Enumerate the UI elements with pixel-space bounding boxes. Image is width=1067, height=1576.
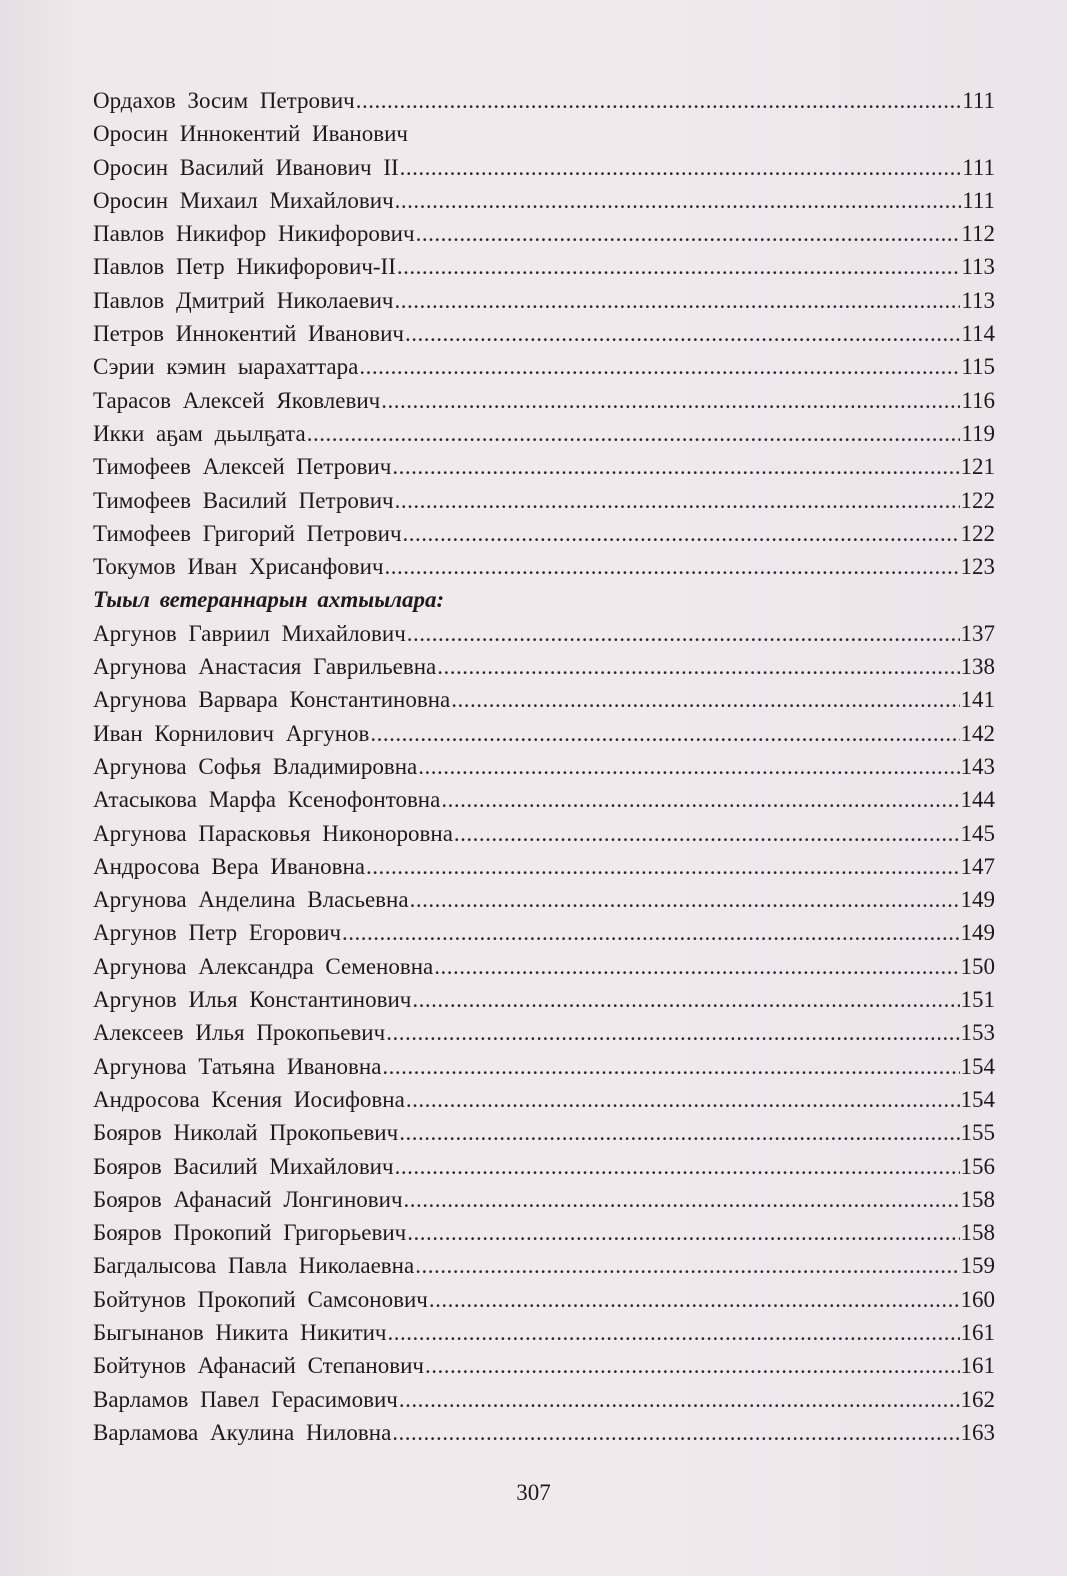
toc-entry-page: 111 [962, 187, 995, 213]
dot-leader [403, 517, 960, 550]
toc-entry-name: Аргунов Гавриил Михайлович [93, 620, 406, 646]
toc-entry-name: Быгынанов Никита Никитич [93, 1319, 387, 1345]
toc-entry-page: 141 [960, 687, 995, 713]
toc-entry [93, 1083, 995, 1116]
toc-entry-page: 111 [962, 88, 995, 113]
toc-entry-name: Тимофеев Василий Петрович [93, 487, 394, 513]
toc-entry-page: 147 [960, 853, 995, 879]
dot-leader [405, 317, 960, 350]
dot-leader [437, 650, 959, 683]
dot-leader [397, 250, 960, 283]
dot-leader [307, 417, 961, 450]
toc-entry [93, 384, 995, 417]
toc-entry-page: 119 [961, 420, 995, 446]
toc-entry-name: Аргунов Петр Егорович [93, 920, 342, 946]
toc-entry-name: Андросова Ксения Иосифовна [93, 1086, 405, 1112]
toc-entry-page: 151 [960, 987, 995, 1013]
dot-leader [381, 384, 960, 417]
toc-entry [93, 317, 995, 350]
dot-leader [404, 1183, 960, 1216]
toc-entry-name: Ордахов Зосим Петрович [93, 88, 355, 113]
toc-entry [93, 1116, 995, 1149]
toc-entry [93, 650, 995, 683]
dot-leader [395, 184, 962, 217]
toc-entry-page: 158 [960, 1220, 995, 1246]
toc-entry-name: Павлов Петр Никифорович-II [93, 254, 396, 280]
dot-leader [392, 1416, 959, 1449]
toc-entry-page: 161 [960, 1353, 995, 1379]
toc-entry [93, 1150, 995, 1183]
toc-entry [93, 950, 995, 983]
toc-entry-name: Павлов Никифор Никифорович [93, 221, 415, 247]
toc-entry-name: Оросин Михаил Михайлович [93, 187, 394, 213]
toc-entry [93, 1249, 995, 1282]
dot-leader [418, 750, 959, 783]
toc-entry [93, 151, 995, 184]
toc-entry [93, 250, 995, 283]
toc-entry-page: 150 [960, 953, 995, 979]
toc-entry [93, 1316, 995, 1349]
dot-leader [394, 284, 960, 317]
toc-entry [93, 450, 995, 483]
toc-entry-name: Бойтунов Афанасий Степанович [93, 1353, 424, 1379]
toc-entries-list [93, 84, 995, 583]
dot-leader [386, 1016, 959, 1049]
toc-entry [93, 817, 995, 850]
toc-entry-page: 149 [960, 920, 995, 946]
toc-entry [93, 916, 995, 949]
dot-leader [406, 1083, 960, 1116]
toc-entry [93, 683, 995, 716]
toc-entry-page: 160 [960, 1286, 995, 1312]
toc-entry-page: 114 [961, 321, 995, 347]
toc-entry [93, 550, 995, 583]
toc-entry-name: Аргунова Анастасия Гаврильевна [93, 654, 437, 680]
section-heading: Тыыл ветераннарын ахтыылара: [93, 587, 445, 613]
dot-leader [359, 350, 960, 383]
toc-entry-page: 142 [960, 720, 995, 746]
dot-leader [434, 950, 959, 983]
dot-leader [400, 151, 962, 184]
dot-leader [395, 1150, 960, 1183]
dot-leader [399, 1383, 960, 1416]
toc-entry-page: 123 [960, 554, 995, 580]
toc-entry-name: Иван Корнилович Аргунов [93, 720, 370, 746]
dot-leader [366, 850, 960, 883]
toc-entry-page: 116 [961, 387, 995, 413]
toc-entry-page: 121 [960, 454, 995, 480]
toc-entry-name: Тимофеев Григорий Петрович [93, 520, 402, 546]
toc-entry-name: Оросин Иннокентий Иванович [93, 121, 408, 147]
toc-entry-name: Варламова Акулина Ниловна [93, 1419, 392, 1445]
toc-entry [93, 217, 995, 250]
toc-entry-name: Бояров Василий Михайлович [93, 1153, 394, 1179]
toc-entry-name: Аргунова Парасковья Никоноровна [93, 820, 453, 846]
dot-leader [410, 883, 960, 916]
toc-entry-name: Аргунова Софья Владимировна [93, 753, 418, 779]
toc-entry [93, 1016, 995, 1049]
toc-entry [93, 350, 995, 383]
toc-entry-name: Тимофеев Алексей Петрович [93, 454, 392, 480]
dot-leader [425, 1349, 960, 1382]
toc-entry-name: Аргунова Александра Семеновна [93, 953, 434, 979]
toc-entry-page: 155 [960, 1120, 995, 1146]
toc-entry [93, 983, 995, 1016]
toc-entry-page: 154 [960, 1053, 995, 1079]
toc-entry-page: 143 [960, 753, 995, 779]
dot-leader [385, 550, 960, 583]
dot-leader [395, 484, 960, 517]
toc-entry-name: Петров Иннокентий Иванович [93, 321, 404, 347]
toc-entry [93, 1283, 995, 1316]
dot-leader [392, 450, 959, 483]
toc-entry-page: 112 [961, 221, 995, 247]
dot-leader [412, 983, 959, 1016]
toc-entry-page: 149 [960, 887, 995, 913]
toc-entry-page: 156 [960, 1153, 995, 1179]
dot-leader [454, 817, 960, 850]
dot-leader [382, 1050, 959, 1083]
toc-entry-page: 158 [960, 1186, 995, 1212]
toc-entry-page: 161 [960, 1319, 995, 1345]
toc-entry-name: Оросин Василий Иванович II [93, 154, 399, 180]
toc-entry-page: 153 [960, 1020, 995, 1046]
toc-entry-page: 163 [960, 1419, 995, 1445]
dot-leader [441, 783, 959, 816]
toc-entry-name: Бойтунов Прокопий Самсонович [93, 1286, 428, 1312]
dot-leader [388, 1316, 960, 1349]
toc-entry-name: Сэрии кэмин ыарахаттара [93, 354, 359, 380]
dot-leader [415, 1249, 959, 1282]
dot-leader [399, 1116, 959, 1149]
dot-leader [451, 683, 959, 716]
dot-leader [407, 1216, 959, 1249]
toc-entry-page: 145 [960, 820, 995, 846]
toc-entry-name: Варламов Павел Герасимович [93, 1386, 398, 1412]
toc-entry [93, 1183, 995, 1216]
dot-leader [429, 1283, 960, 1316]
toc-entry [93, 783, 995, 816]
toc-entry [93, 850, 995, 883]
toc-entry [93, 284, 995, 317]
dot-leader [416, 217, 961, 250]
toc-entry-name: Андросова Вера Ивановна [93, 853, 365, 879]
toc-entry [93, 517, 995, 550]
toc-entry [93, 1216, 995, 1249]
toc-entry-page: 113 [961, 254, 995, 280]
toc-entry-page: 113 [961, 287, 995, 313]
toc-entry [93, 84, 995, 117]
toc-entry-page: 122 [960, 487, 995, 513]
toc-entry [93, 184, 995, 217]
toc-entry-name: Аргунов Илья Константинович [93, 987, 412, 1013]
toc-entry-name: Икки аҕам дьылҕата [93, 420, 306, 446]
toc-entry-name: Токумов Иван Хрисанфович [93, 554, 384, 580]
toc-entry-page: 159 [960, 1253, 995, 1279]
toc-entry-name: Бояров Николай Прокопьевич [93, 1120, 399, 1146]
dot-leader [356, 84, 961, 117]
dot-leader [370, 717, 959, 750]
toc-entry [93, 750, 995, 783]
toc-entry-name: Атасыкова Марфа Ксенофонтовна [93, 787, 441, 813]
toc-entry [93, 117, 995, 150]
toc-entry [93, 417, 995, 450]
toc-entry-name: Бояров Прокопий Григорьевич [93, 1220, 407, 1246]
toc-entry [93, 484, 995, 517]
toc-entry-name: Бояров Афанасий Лонгинович [93, 1186, 403, 1212]
toc-entry-name: Алексеев Илья Прокопьевич [93, 1020, 386, 1046]
toc-entry-name: Тарасов Алексей Яковлевич [93, 387, 381, 413]
toc-entry [93, 717, 995, 750]
toc-entry-page: 137 [960, 620, 995, 646]
toc-entry-name: Багдалысова Павла Николаевна [93, 1253, 415, 1279]
toc-entry [93, 617, 995, 650]
toc-entry-page: 122 [960, 520, 995, 546]
toc-entry [93, 1050, 995, 1083]
toc-entry-page: 154 [960, 1086, 995, 1112]
toc-entry [93, 1416, 995, 1449]
dot-leader [407, 617, 960, 650]
toc-entry-page: 138 [960, 654, 995, 680]
toc-entry [93, 1383, 995, 1416]
dot-leader [342, 916, 959, 949]
toc-entry [93, 1349, 995, 1382]
toc-entry-page: 115 [961, 354, 995, 380]
toc-entry-page: 111 [962, 154, 995, 180]
toc-entry-name: Аргунова Варвара Константиновна [93, 687, 451, 713]
toc-entry-page: 162 [960, 1386, 995, 1412]
toc-entry-page: 144 [960, 787, 995, 813]
toc-entry-name: Аргунова Татьяна Ивановна [93, 1053, 382, 1079]
toc-entry-name: Павлов Дмитрий Николаевич [93, 287, 394, 313]
toc-section-entries-list [93, 617, 995, 1449]
table-of-contents [93, 84, 995, 1449]
toc-entry [93, 883, 995, 916]
toc-entry-name: Аргунова Анделина Власьевна [93, 887, 409, 913]
page-number: 307 [516, 1480, 551, 1505]
